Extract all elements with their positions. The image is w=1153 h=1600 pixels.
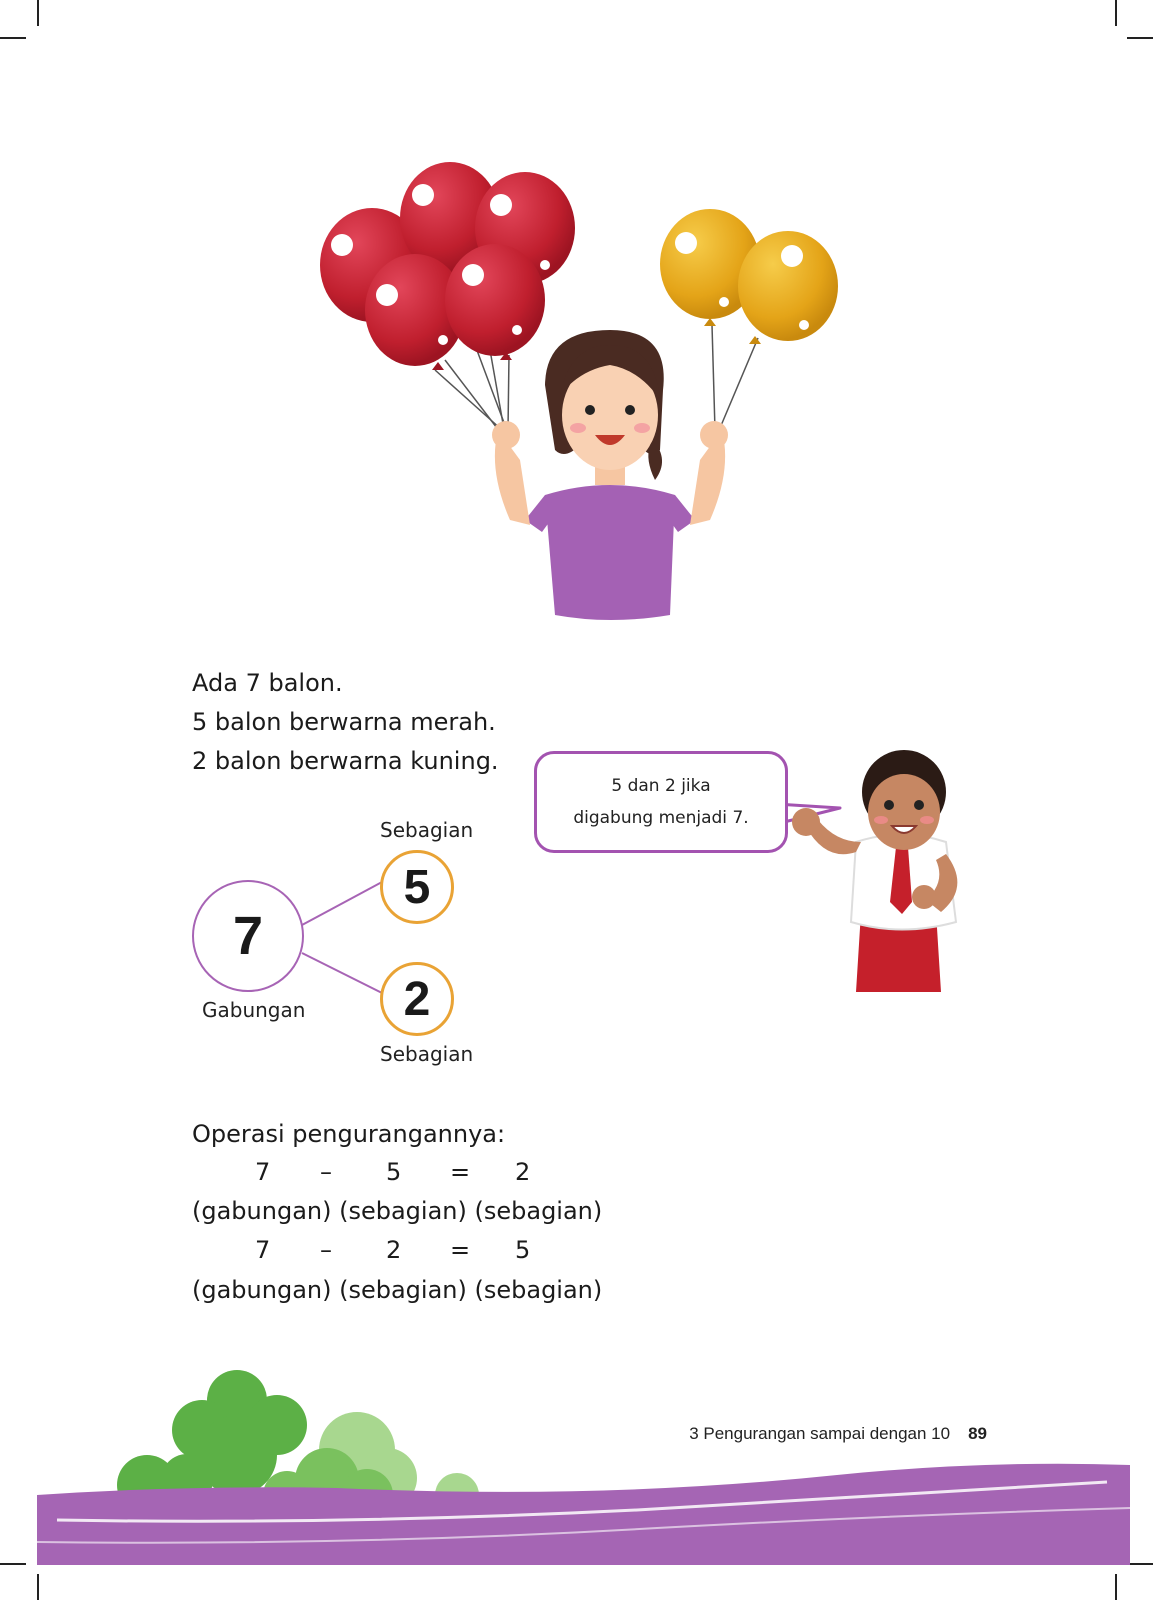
crop-mark	[1127, 1563, 1153, 1565]
speech-line-1: 5 dan 2 jika	[611, 776, 711, 796]
whole-circle: 7	[192, 880, 304, 992]
story-text	[192, 664, 499, 781]
crop-mark	[0, 1563, 26, 1565]
equation-term: 7	[255, 1158, 271, 1186]
part-top-label: Sebagian	[380, 818, 474, 842]
equation-operator: –	[320, 1236, 332, 1264]
equation-operator: –	[320, 1158, 332, 1186]
crop-mark	[1115, 1574, 1117, 1600]
equation-equals: =	[450, 1236, 471, 1264]
part-bottom-label: Sebagian	[380, 1042, 474, 1066]
girl-with-balloons-illustration	[310, 160, 870, 640]
boy-illustration	[786, 742, 986, 1002]
story-line-2: 5 balon berwarna merah.	[192, 708, 496, 736]
speech-bubble	[534, 751, 788, 853]
equation-roles: (gabungan) (sebagian) (sebagian)	[192, 1276, 603, 1304]
part-bottom-circle: 2	[380, 962, 454, 1036]
crop-mark	[0, 37, 26, 39]
equation-term: 2	[386, 1236, 402, 1264]
crop-mark	[1127, 37, 1153, 39]
equation-row	[192, 1236, 592, 1275]
girl-figure	[492, 330, 728, 620]
crop-mark	[37, 1574, 39, 1600]
speech-line-2: digabung menjadi 7.	[573, 808, 749, 828]
story-line-3: 2 balon berwarna kuning.	[192, 747, 499, 775]
whole-label: Gabungan	[202, 998, 306, 1022]
page-number: 89	[968, 1424, 987, 1443]
equation-equals: =	[450, 1158, 471, 1186]
story-line-1: Ada 7 balon.	[192, 669, 343, 697]
crop-mark	[37, 0, 39, 26]
equation-row	[192, 1158, 592, 1197]
red-balloons	[320, 162, 575, 370]
equation-term: 7	[255, 1236, 271, 1264]
part-top-circle: 5	[380, 850, 454, 924]
equation-result: 5	[515, 1236, 531, 1264]
yellow-balloons	[660, 209, 838, 344]
operations-heading: Operasi pengurangannya:	[192, 1120, 506, 1148]
equation-roles: (gabungan) (sebagian) (sebagian)	[192, 1197, 603, 1225]
ground-decoration	[37, 1370, 1130, 1565]
equation-result: 2	[515, 1158, 531, 1186]
chapter-title: 3 Pengurangan sampai dengan 10	[689, 1424, 951, 1443]
equation-term: 5	[386, 1158, 402, 1186]
crop-mark	[1115, 0, 1117, 26]
